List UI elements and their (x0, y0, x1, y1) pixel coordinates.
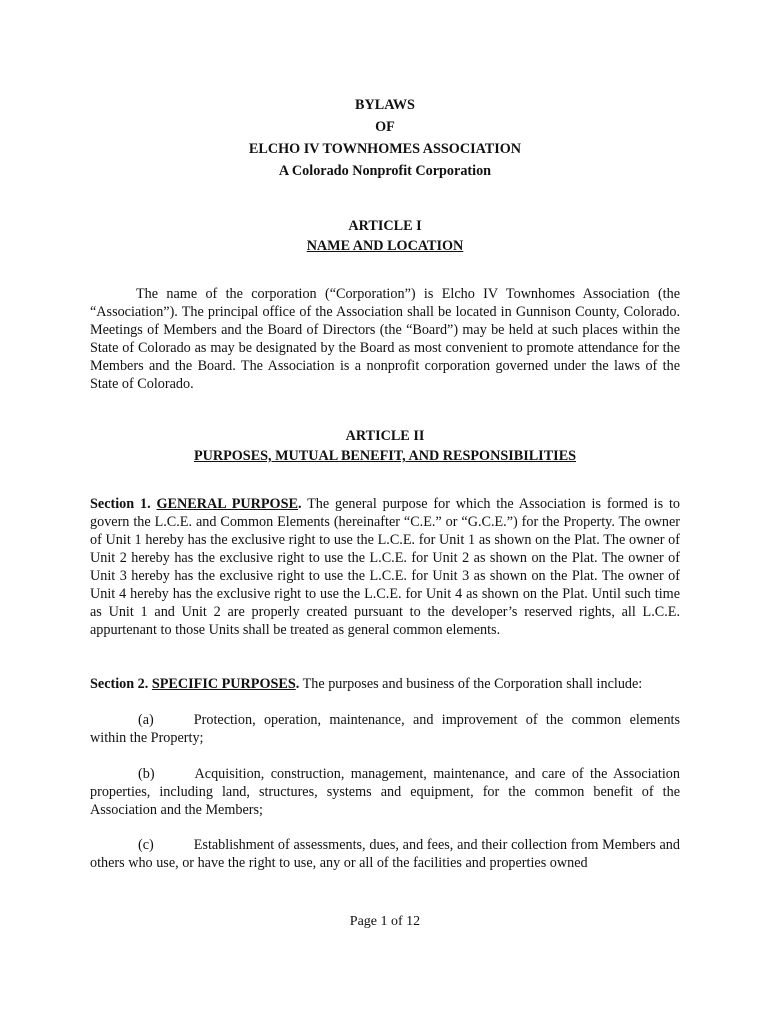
article-2-heading (0, 426, 770, 466)
list-item-marker: (b) (138, 766, 155, 782)
article-1-number: ARTICLE I (348, 218, 422, 234)
list-item (90, 765, 680, 819)
section-1-title: GENERAL PURPOSE (156, 496, 298, 512)
section-1-paragraph: Section 1. GENERAL PURPOSE. The general purpose for which the Association is formed is to govern the L.C.E. and Common Elements (hereinafter “C.E.” or “G.C.E.”) for the Property. The owner of Unit 1 hereby has the exclusive right to use the L.C.E. for Unit 1 as shown on the Plat. The owner of Unit 2 hereby has the exclusive right to use the L.C.E. for Unit 2 as shown on the Plat. The owner of Unit 3 hereby has the exclusive right to use the L.C.E. for Unit 3 as shown on the Plat. The owner of Unit 4 hereby has the exclusive right to use the L.C.E. for Unit 4 as shown on the Plat. Until such time as Unit 1 and Unit 2 are properly created pursuant to the developer’s reserved rights, all L.C.E. appurtenant to those Units shall be treated as general common elements. (90, 496, 681, 638)
list-item-marker: (c) (138, 837, 154, 853)
article-2-title: PURPOSES, MUTUAL BENEFIT, AND RESPONSIBILITIES (193, 448, 577, 464)
title-association-name: ELCHO IV TOWNHOMES ASSOCIATION (248, 141, 522, 157)
title-of: OF (375, 119, 395, 135)
section-2-body: The purposes and business of the Corporation shall include: (302, 676, 643, 692)
list-item-marker: (a) (138, 712, 154, 728)
title-subtitle: A Colorado Nonprofit Corporation (278, 163, 492, 179)
list-item (90, 836, 680, 872)
article-1-body: The name of the corporation (“Corporation”) is Elcho IV Townhomes Association (the “Association”). The principal office of the Association shall be located in Gunnison County, Colorado. Meetings of Members and the Board of Directors (the “Board”) may be held at such places within the State of Colorado as may be designated by the Board as most convenient to promote attendance for the Members and the Board. The Association is a nonprofit corporation governed under the laws of the State of Colorado. (90, 286, 680, 392)
article-2-number: ARTICLE II (345, 428, 425, 444)
section-2-paragraph: Section 2. SPECIFIC PURPOSES. The purposes and business of the Corporation shall include: (90, 676, 643, 692)
page-number: Page 1 of 12 (349, 914, 421, 929)
list-item (90, 711, 680, 747)
list-item-text: Acquisition, construction, management, maintenance, and care of the Association properties, including land, structures, systems and equipment, for the common benefit of the Association and the Members; (90, 766, 680, 818)
list-item-text: Establishment of assessments, dues, and fees, and their collection from Members and others who use, or have the right to use, any or all of the facilities and properties owned (90, 837, 680, 871)
list-item-text: Protection, operation, maintenance, and improvement of the common elements within the Property; (90, 712, 680, 746)
document-title-block (0, 94, 770, 182)
section-2-label: Section 2. (90, 676, 149, 692)
title-bylaws: BYLAWS (355, 97, 415, 113)
section-1-label: Section 1. (90, 496, 151, 512)
article-1-heading (0, 216, 770, 256)
article-1-title: NAME AND LOCATION (306, 238, 464, 254)
section-2-title: SPECIFIC PURPOSES (151, 676, 296, 692)
section-1-body: The general purpose for which the Association is formed is to govern the L.C.E. and Common Elements (hereinafter “C.E.” or “G.C.E.”) for the Property. The owner of Unit 1 hereby has the exclusive right to use the L.C.E. for Unit 1 as shown on the Plat. The owner of Unit 2 hereby has the exclusive right to use the L.C.E. for Unit 2 as shown on the Plat. The owner of Unit 3 hereby has the exclusive right to use the L.C.E. for Unit 3 as shown on the Plat. The owner of Unit 4 hereby has the exclusive right to use the L.C.E. for Unit 4 as shown on the Plat. Until such time as Unit 1 and Unit 2 are properly created pursuant to the developer’s reserved rights, all L.C.E. appurtenant to those Units shall be treated as general common elements. (90, 496, 681, 638)
